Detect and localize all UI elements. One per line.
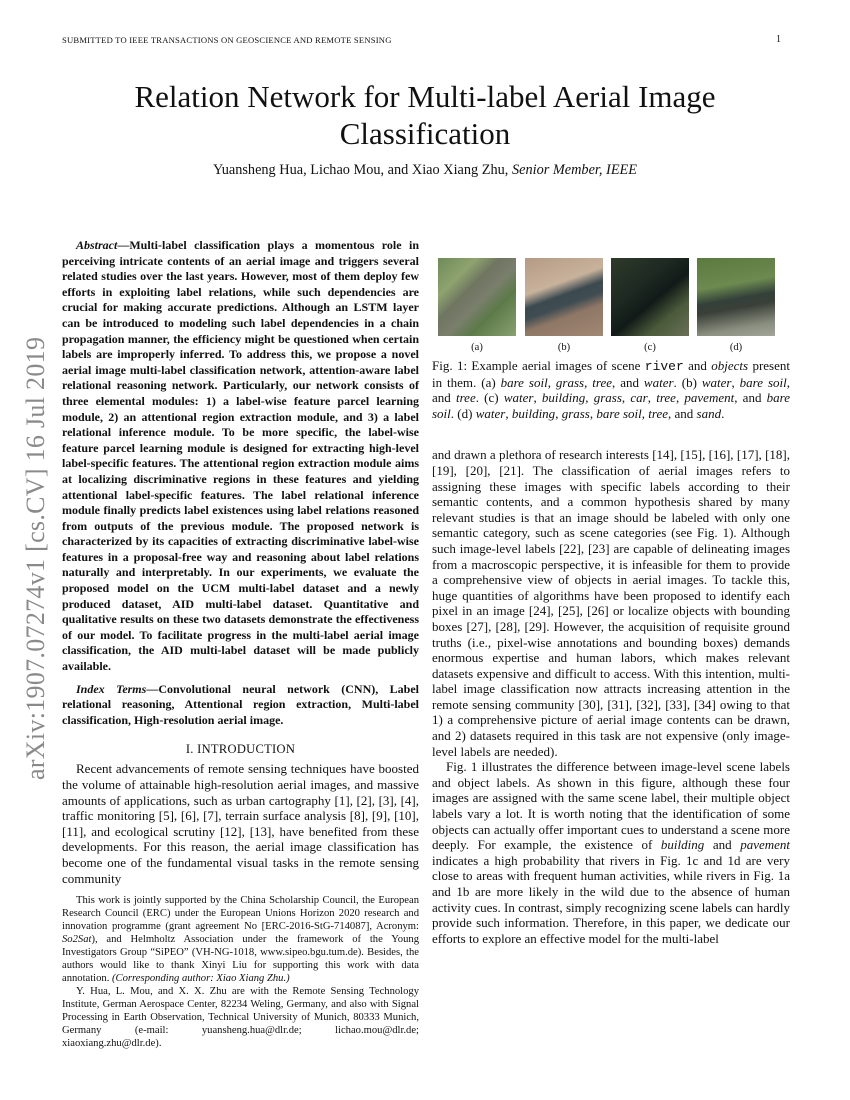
italic-text: grass xyxy=(561,405,590,421)
italic-text: building xyxy=(660,837,705,853)
italic-text: tree xyxy=(592,374,613,390)
text-run: . (b) xyxy=(673,374,702,390)
italic-text: pavement xyxy=(684,390,735,406)
italic-text: building xyxy=(511,405,556,421)
italic-text: grass xyxy=(555,374,585,390)
text-run: , xyxy=(547,374,556,390)
page-number: 1 xyxy=(776,34,782,45)
text-run: —Convolutional neural network (CNN), Label relational reasoning, Attentional region extraction, Multi-label classification, High-resolution aerial image. xyxy=(62,681,420,727)
text-run: , and xyxy=(668,405,697,421)
right-column-body xyxy=(432,447,790,946)
text-run: , xyxy=(555,405,562,421)
italic-text: Index Terms xyxy=(76,681,147,696)
abstract xyxy=(62,238,419,675)
italic-text: grass xyxy=(593,390,622,406)
author-names: Yuansheng Hua, Lichao Mou, and Xiao Xiang Zhu, xyxy=(212,162,512,178)
italic-text: Abstract xyxy=(76,238,118,252)
italic-text: So2Sat xyxy=(62,934,92,946)
text-run: , xyxy=(675,390,685,406)
text-run: , xyxy=(584,374,593,390)
text-run: present in them. (a) xyxy=(432,358,790,390)
italic-text: bare soil xyxy=(739,374,787,390)
text-run: , xyxy=(647,390,657,406)
left-column xyxy=(62,238,419,1048)
text-run: This work is jointly supported by the China Scholarship Council, the European Research Council (ERC) under the European Unions Horizon 2020 research and innovation programme (grant agreement No [ERC-2016-StG-714087], Acronym: xyxy=(62,895,419,933)
aerial-image-c xyxy=(611,258,689,336)
text-run: —Multi-label classification plays a momentous role in perceiving intricate contents of an aerial image and triggers several related studies over the last years. However, most of them deploy few efforts in exploiting label relations, while such dependencies are crucial for making accurate predictions. Although an LSTM layer can be introduced to modeling such label dependencies in a chain propagation manner, the efficiency might be questioned when certain labels are improperly inferred. To address this, we propose a novel aerial image multi-label classification network, attention-aware label relational reasoning network. Particularly, our network consists of three elemental modules: 1) a label-wise feature parcel learning module, 2) an attentional region extraction module, and 3) a label relational inference module. To be more specific, the label-wise feature parcel learning module is designed for extracting high-level label-specific features. The attentional region extraction module aims at localizing discriminative regions in these features and yielding attentional label-specific features. The label relational inference module finally predicts label existences using label relations reasoned from outputs of the previous module. The proposed network is characterized by its capacities of extracting discriminative label-wise features in a proposal-free way and reasoning about label relations naturally and interpretably. In our experiments, we evaluate the proposed model on the UCM multi-label dataset and a newly produced dataset, AID multi-label dataset. Quantitative and qualitative results on these two datasets demonstrate the effectiveness of our model. To facilitate progress in the multi-label aerial image classification, the AID multi-label dataset will be made publicly available. xyxy=(62,238,419,674)
text-run: , xyxy=(731,374,740,390)
title-line-1: Relation Network for Multi-label Aerial Image xyxy=(134,79,716,114)
italic-text: tree xyxy=(656,390,676,406)
text-run: , xyxy=(589,405,597,421)
author-membership: Senior Member, IEEE xyxy=(511,162,638,178)
footnotes xyxy=(62,886,419,1050)
text-run: , xyxy=(505,405,512,421)
footnote-affiliations xyxy=(62,985,419,1050)
text-run: . xyxy=(721,405,725,421)
text-run: . (d) xyxy=(450,405,476,421)
italic-text: water xyxy=(475,405,506,421)
index-terms xyxy=(62,682,419,729)
text-run: , xyxy=(533,390,542,406)
text-run: and xyxy=(704,837,741,853)
text-run: , xyxy=(641,405,649,421)
text-run: . (c) xyxy=(475,390,504,406)
text-run: ), and Helmholtz Association under the framework of the Young Investigators Group “SiPEO” (VH-NG-1018, www.sipeo.bgu.tum.de). Besides, the authors would like to thank Xinyi Liu for supporting this work with data annotation. xyxy=(62,934,419,985)
right-column xyxy=(432,258,790,1048)
text-run: , and xyxy=(612,374,644,390)
figure-1 xyxy=(438,258,783,358)
monospace-text: river xyxy=(644,359,684,374)
section-heading-introduction: I. INTRODUCTION xyxy=(185,742,296,757)
text-run: Recent advancements of remote sensing techniques have boosted the volume of attainable high-resolution aerial images, and massive amounts of applications, such as urban cartography [1], [2], [3], [4], traffic monitoring [5], [6], [7], terrain surface analysis [8], [9], [10], [11], and ecological scrutiny [12], [13], have benefited from these developments. For this reason, the aerial image classification has become one of the fundamental visual tasks in the remote sensing community xyxy=(62,761,419,886)
text-run: , and xyxy=(432,374,790,406)
italic-text: water xyxy=(701,374,732,390)
body-paragraph xyxy=(432,759,790,946)
subfigure-label-b: (b) xyxy=(557,342,571,353)
italic-text: objects xyxy=(711,358,749,373)
text-run: , xyxy=(621,390,631,406)
italic-text: car xyxy=(630,390,648,406)
text-run: indicates a high probability that rivers in Fig. 1c and 1d are very close to areas with frequent human activities, while rivers in Fig. 1a and 1b are more likely in the wild due to the absence of human activity cues. In contrast, simply recognizing scene labels can hardly provide such information. Therefore, in this paper, we dedicate our efforts to explore an effective model for the multi-label xyxy=(432,852,790,946)
aerial-image-a xyxy=(438,258,516,336)
text-run: and drawn a plethora of research interests [14], [15], [16], [17], [18], [19], [20], [21]. The classification of aerial images refers to assigning these images with specific labels according to their semantic contents, and a common hypothesis shared by many relevant studies is that an image should be labeled with only one semantic category, such as scene categories (see Fig. 1). Although such image-level labels [22], [23] are capable of delineating images from a macroscopic perspective, it is infeasible for them to provide a comprehensive view of objects in aerial images. To tackle this, huge quantities of algorithms have been proposed to identify each pixel in an image [24], [25], [26] or localize objects with bounding boxes [27], [28], [29]. However, the acquisition of requisite ground truths (i.e., pixel-wise annotations and bounding boxes) demands enormous expertise and human labors, which makes relevant datasets expensive and difficult to access. With this intention, multi-label image classification now attracts increasing attention in the remote sensing community [30], [31], [32], [33], [34] owing to that 1) a comprehensive picture of aerial image contents can be drawn, and 2) datasets required in this task are not expensive (only image-level labels are needed). xyxy=(432,447,790,759)
text-run: Fig. 1 illustrates the difference between image-level scene labels and object labels. As shown in this figure, although these four images are assigned with the same scene label, their multiple object labels vary a lot. It is worth noting that the identification of some objects can actually offer important cues to understand a scene more deeply. For example, the existence of xyxy=(432,759,790,853)
aerial-image-b xyxy=(525,258,603,336)
text-run: Fig. 1: Example aerial images of scene xyxy=(432,358,645,373)
italic-text: bare soil xyxy=(500,374,548,390)
subfigure-label-c: (c) xyxy=(644,342,656,353)
italic-text: tree xyxy=(648,405,668,421)
footnote-funding xyxy=(62,894,419,985)
running-header: SUBMITTED TO IEEE TRANSACTIONS ON GEOSCIENCE AND REMOTE SENSING xyxy=(62,35,392,45)
italic-text: tree xyxy=(455,390,476,406)
italic-text: (Corresponding author: Xiao Xiang Zhu.) xyxy=(112,973,290,985)
italic-text: bare soil xyxy=(432,390,791,421)
text-run: Y. Hua, L. Mou, and X. X. Zhu are with the Remote Sensing Technology Institute, German Aerospace Center, 82234 Weling, Germany, and also with Signal Processing in Earth Observation, Technical University of Munich, 80333 Munich, Germany (e-mail: yuansheng.hua@dlr.de; lichao.mou@dlr.de; xiaoxiang.zhu@dlr.de). xyxy=(62,986,419,1050)
text-run: , xyxy=(585,390,594,406)
aerial-image-d xyxy=(697,258,775,336)
subfigure-label-a: (a) xyxy=(471,342,483,353)
italic-text: sand xyxy=(696,405,722,421)
text-run: , and xyxy=(734,390,767,406)
author-list xyxy=(0,162,850,179)
paper-title xyxy=(0,78,850,152)
intro-paragraph xyxy=(62,761,419,886)
body-paragraph xyxy=(432,447,790,759)
arxiv-identifier-stamp: arXiv:1907.07274v1 [cs.CV] 16 Jul 2019 xyxy=(21,336,50,780)
title-line-2: Classification xyxy=(339,116,511,151)
italic-text: bare soil xyxy=(596,405,642,421)
italic-text: pavement xyxy=(740,837,790,853)
italic-text: water xyxy=(503,390,534,406)
italic-text: water xyxy=(643,374,674,390)
italic-text: building xyxy=(541,390,586,406)
text-run: and xyxy=(683,358,712,373)
subfigure-label-d: (d) xyxy=(729,342,743,353)
figure-1-caption xyxy=(432,358,790,421)
